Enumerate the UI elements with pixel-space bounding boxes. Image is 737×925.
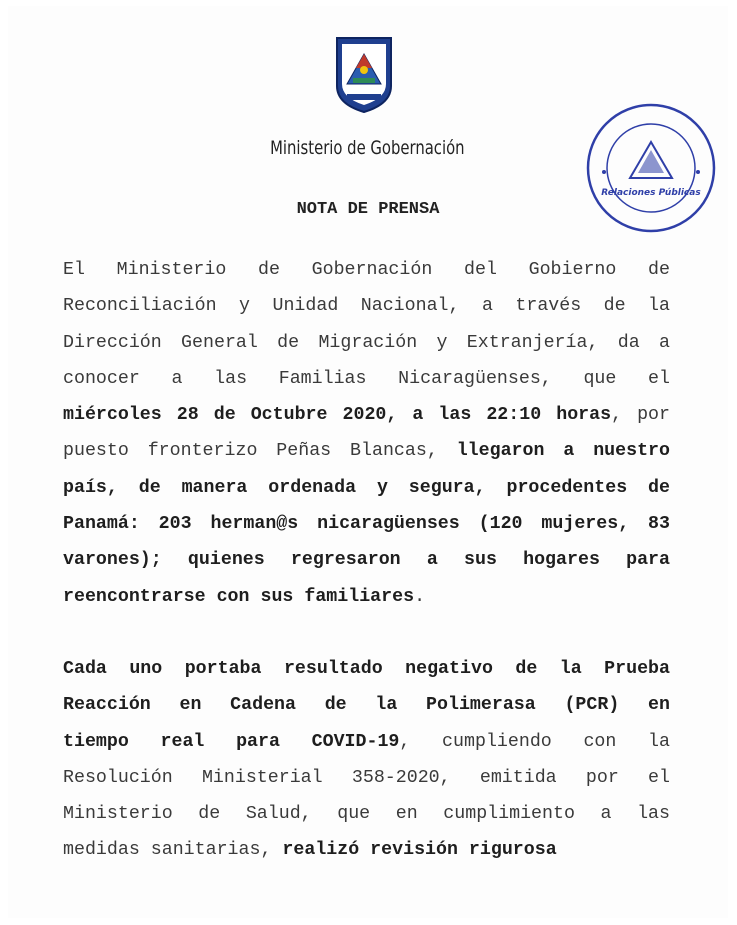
text-line	[63, 325, 670, 361]
text-line	[63, 760, 670, 796]
bold-text: tiempo real para COVID-19	[63, 731, 400, 752]
ministry-name: Ministerio de Gobernación	[270, 137, 465, 159]
text-line	[63, 252, 670, 288]
bold-text: varones); quienes regresaron a sus hogares para	[63, 550, 670, 571]
bold-text: miércoles 28 de Octubre 2020, a las 22:10 horas	[63, 405, 612, 426]
seal-center-text: Relaciones Públicas	[601, 188, 701, 198]
text-line	[63, 361, 670, 397]
text-line	[63, 470, 670, 506]
text-line	[63, 506, 670, 542]
text-line	[63, 724, 670, 760]
paragraph-1	[63, 252, 670, 615]
body-text: Reconciliación y Unidad Nacional, a través de la	[63, 296, 670, 317]
body-text: .	[414, 586, 426, 607]
text-line	[63, 288, 670, 324]
ministry-crest-logo	[333, 34, 395, 114]
body-text: El Ministerio de Gobernación del Gobierno de	[63, 260, 670, 280]
bold-text: país, de manera ordenada y segura, procedentes de	[63, 477, 670, 498]
body-text: , por	[611, 405, 670, 426]
text-line	[63, 397, 670, 433]
text-line	[63, 433, 670, 469]
bold-text: llegaron a nuestro	[456, 441, 670, 462]
body-text: , cumpliendo con la	[399, 731, 670, 752]
text-line	[63, 832, 670, 868]
paragraph-2	[63, 651, 670, 869]
body-text: conocer a las Familias Nicaragüenses, que el	[63, 368, 670, 389]
text-line	[63, 579, 670, 615]
bold-text: reencontrarse con sus familiares	[63, 586, 415, 607]
document-page	[8, 6, 728, 918]
body-text: puesto fronterizo Peñas Blancas,	[63, 441, 457, 462]
bold-text: realizó revisión rigurosa	[282, 840, 557, 861]
body-text: Dirección General de Migración y Extranjería, da a	[63, 332, 670, 353]
text-line	[63, 687, 670, 723]
text-line	[63, 651, 670, 687]
bold-text: Reacción en Cadena de la Polimerasa (PCR) en	[63, 695, 670, 716]
body-text: Resolución Ministerial 358-2020, emitida por el	[63, 767, 670, 788]
bold-text: Cada uno portaba resultado negativo de la Prueba	[63, 659, 670, 679]
text-line	[63, 796, 670, 832]
body-text: Ministerio de Salud, que en cumplimiento a las	[63, 804, 670, 825]
bold-text: Panamá: 203 herman@s nicaragüenses (120 mujeres, 83	[63, 514, 670, 535]
body-text: medidas sanitarias,	[63, 840, 283, 861]
press-note-title: NOTA DE PRENSA	[296, 200, 440, 219]
text-line	[63, 542, 670, 578]
